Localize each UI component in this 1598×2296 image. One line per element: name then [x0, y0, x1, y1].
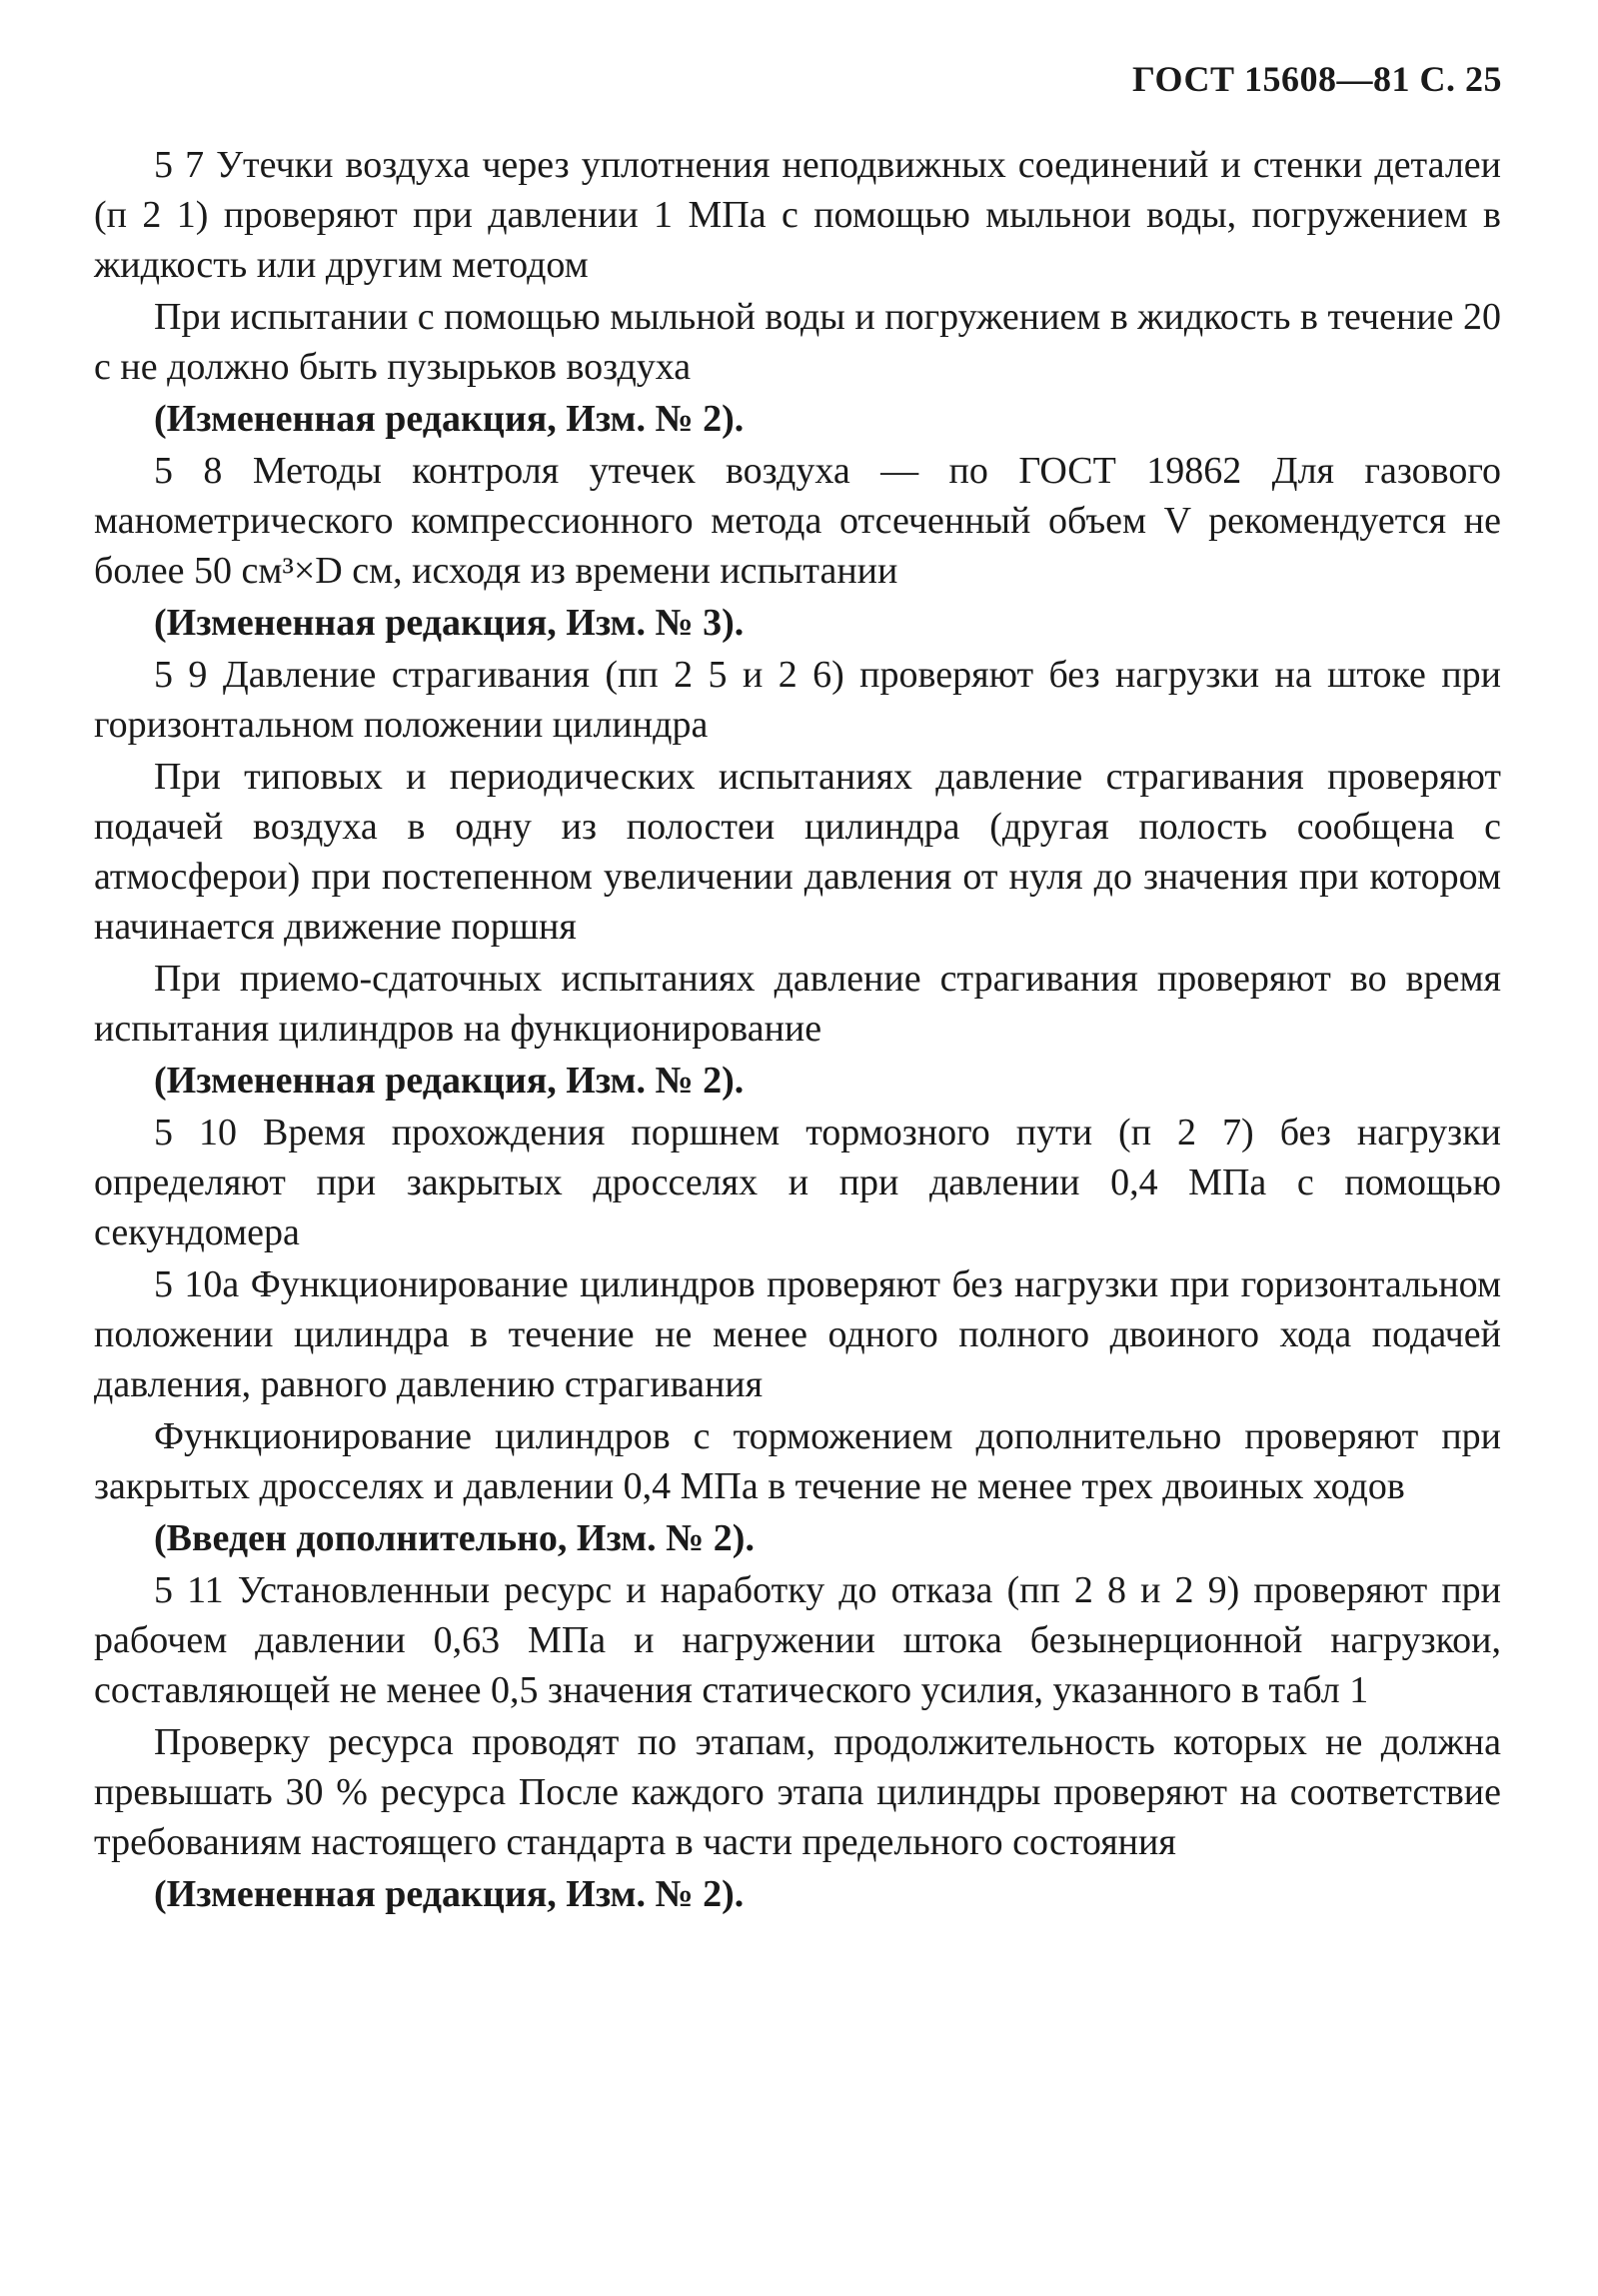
paragraph-5-7-bubbles: При испытании с помощью мыльной воды и погружением в жидкость в течение 20 с не должно быть пузырьков воздуха: [94, 296, 1501, 388]
amendment-note: (Введен дополнительно, Изм. № 2).: [154, 1517, 755, 1559]
paragraph-5-10a: 5 10а Функционирование цилиндров проверяют без нагрузки при горизонтальном положении цилиндра в течение не менее одного полного двоиного хода подачей давления, равного давлению страгивания: [94, 1263, 1501, 1405]
amendment-note: (Измененная редакция, Изм. № 2).: [154, 1060, 745, 1102]
amendment-note: (Измененная редакция, Изм. № 3).: [154, 602, 745, 644]
paragraph-5-11: 5 11 Установленныи ресурс и наработку до отказа (пп 2 8 и 2 9) проверяют при рабочем давлении 0,63 МПа и нагружении штока безынерционной нагрузкои, составляющей не менее 0,5 значения статического усилия, указанного в табл 1: [94, 1569, 1501, 1711]
paragraph-5-8: 5 8 Методы контроля утечек воздуха — по ГОСТ 19862 Для газового манометрического компрессионного метода отсеченный объем V рекомендуется не более 50 см³×D см, исходя из времени испытании: [94, 450, 1501, 592]
amendment-note: (Измененная редакция, Изм. № 2).: [154, 398, 745, 440]
document-body: [94, 140, 1501, 1921]
paragraph-5-10a-braking: Функционирование цилиндров с торможением дополнительно проверяют при закрытых дросселях и давлении 0,4 МПа в течение не менее трех двоиных ходов: [94, 1415, 1501, 1507]
paragraph-5-7: 5 7 Утечки воздуха через уплотнения неподвижных соединений и стенки деталеи (п 2 1) проверяют при давлении 1 МПа с помощью мыльнои воды, погружением в жидкость или другим методом: [94, 144, 1501, 286]
paragraph-5-9-typical-tests: При типовых и периодических испытаниях давление страгивания проверяют подачей воздуха в одну из полостеи цилиндра (другая полость сообщена с атмосферои) при постепенном увеличении давления от нуля до значения при котором начинается движение поршня: [94, 756, 1501, 948]
paragraph-5-11-resource-check: Проверку ресурса проводят по этапам, продолжительность которых не должна превышать 30 % ресурса После каждого этапа цилиндры проверяют на соответствие требованиям настоящего стандарта в части предельного состояния: [94, 1721, 1501, 1863]
paragraph-5-10: 5 10 Время прохождения поршнем тормозного пути (п 2 7) без нагрузки определяют при закрытых дросселях и при давлении 0,4 МПа с помощью секундомера: [94, 1112, 1501, 1253]
page-header: ГОСТ 15608—81 С. 25: [1132, 59, 1502, 99]
amendment-note: (Измененная редакция, Изм. № 2).: [154, 1873, 745, 1915]
paragraph-5-9: 5 9 Давление страгивания (пп 2 5 и 2 6) проверяют без нагрузки на штоке при горизонтальном положении цилиндра: [94, 654, 1501, 746]
paragraph-5-9-acceptance-tests: При приемо-сдаточных испытаниях давление страгивания проверяют во время испытания цилиндров на функционирование: [94, 958, 1501, 1050]
